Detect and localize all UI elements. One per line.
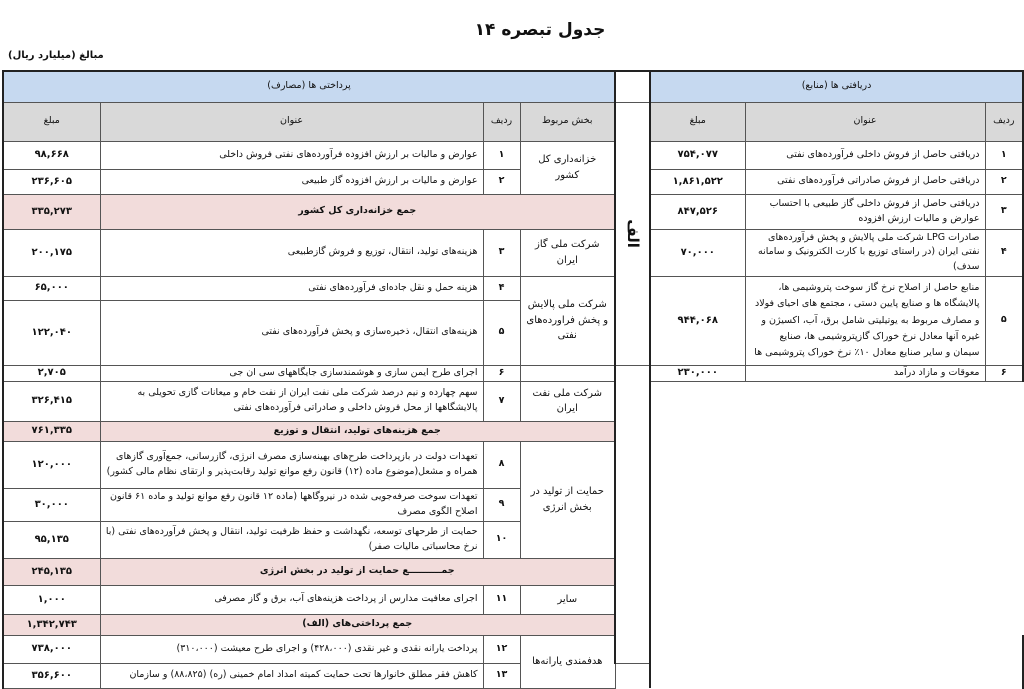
total-label: جمع خزانه‌داری کل کشور <box>100 194 615 229</box>
amount: ۹۴۴,۰۶۸ <box>650 276 745 365</box>
item-title: پرداخت یارانه نقدی و غیر نقدی (۴۲۸،۰۰۰) و اجرای طرح معیشت (۳۱۰،۰۰۰) <box>100 635 483 663</box>
row-number: ۳ <box>483 229 520 276</box>
amount: ۱,۰۰۰ <box>3 585 100 614</box>
section-subsidy: هدفمندی یارانه‌ها <box>520 635 615 688</box>
row-number: ۴ <box>985 229 1023 276</box>
total-amount: ۳۳۵,۲۷۳ <box>3 194 100 229</box>
amount: ۲,۷۰۵ <box>3 365 100 381</box>
total-amount: ۷۶۱,۳۳۵ <box>3 421 100 441</box>
amount: ۷۵۴,۰۷۷ <box>650 141 745 169</box>
col-title: عنوان <box>100 102 483 141</box>
item-title: دریافتی حاصل از فروش داخلی گاز طبیعی با احتساب عوارض و مالیات ارزش افزوده <box>745 194 985 229</box>
item-title: هزینه‌های انتقال، ذخیره‌سازی و پخش فرآورده‌های نفتی <box>100 300 483 365</box>
col-amount: مبلغ <box>650 102 745 141</box>
budget-table <box>2 70 1024 689</box>
item-title: عوارض و مالیات بر ارزش افزوده گاز طبیعی <box>100 169 483 194</box>
section-refining: شرکت ملی پالایش و پخش فراورده‌های نفتی <box>520 276 615 365</box>
receipts-header: دریافتی ها (منابع) <box>650 71 1023 102</box>
amount: ۲۳۰,۰۰۰ <box>650 365 745 381</box>
amount: ۲۳۶,۶۰۵ <box>3 169 100 194</box>
row-number: ۲ <box>985 169 1023 194</box>
amount: ۷۰,۰۰۰ <box>650 229 745 276</box>
total-amount: ۲۴۵,۱۳۵ <box>3 558 100 585</box>
amount: ۸۴۷,۵۲۶ <box>650 194 745 229</box>
item-title: دریافتی حاصل از فروش داخلی فرآورده‌های نفتی <box>745 141 985 169</box>
row-number: ۹ <box>483 488 520 521</box>
row-number: ۳ <box>985 194 1023 229</box>
amount: ۹۸,۶۶۸ <box>3 141 100 169</box>
row-number: ۲ <box>483 169 520 194</box>
section-treasury: خزانه‌داری کل کشور <box>520 141 615 194</box>
payments-header: پرداختی ها (مصارف) <box>3 71 615 102</box>
row-number: ۶ <box>985 365 1023 381</box>
row-number: ۱۰ <box>483 521 520 558</box>
amount: ۷۳۸,۰۰۰ <box>3 635 100 663</box>
item-title: تعهدات سوخت صرفه‌جویی شده در نیروگاهها (ماده ۱۲ قانون رفع موانع تولید و ماده ۶۱ قانون اصلاح الگوی مصرف <box>100 488 483 521</box>
unit-label: مبالغ (میلیارد ریال) <box>8 50 104 61</box>
row-number: ۸ <box>483 441 520 488</box>
row-number: ۵ <box>985 276 1023 365</box>
section-other: سایر <box>520 585 615 614</box>
row-number: ۱۱ <box>483 585 520 614</box>
total-label: جمع هزینه‌های تولید، انتقال و توزیع <box>100 421 615 441</box>
row-number: ۴ <box>483 276 520 300</box>
amount: ۱۲۰,۰۰۰ <box>3 441 100 488</box>
item-title: کاهش فقر مطلق خانوارها تحت حمایت کمیته امداد امام خمینی (ره) (۸۸،۸۲۵) و سازمان <box>100 663 483 688</box>
group-alef: الف <box>615 102 650 365</box>
amount: ۱۲۲,۰۴۰ <box>3 300 100 365</box>
total-label: جمع پرداختی‌های (الف) <box>100 614 615 635</box>
item-title: معوقات و مازاد درآمد <box>745 365 985 381</box>
col-row: ردیف <box>483 102 520 141</box>
row-number: ۵ <box>483 300 520 365</box>
section-oil: شرکت ملی نفت ایران <box>520 381 615 421</box>
amount: ۳۰,۰۰۰ <box>3 488 100 521</box>
col-amount: مبلغ <box>3 102 100 141</box>
row-number: ۱ <box>483 141 520 169</box>
item-title: اجرای معافیت مدارس از پرداخت هزینه‌های آب، برق و گاز مصرفی <box>100 585 483 614</box>
total-label: جمــــــــــع حمایت از تولید در بخش انرژی <box>100 558 615 585</box>
item-title: هزینه‌های تولید، انتقال، توزیع و فروش گازطبیعی <box>100 229 483 276</box>
section-blank <box>520 365 615 381</box>
item-title: عوارض و مالیات بر ارزش افزوده فرآورده‌های نفتی فروش داخلی <box>100 141 483 169</box>
row-number: ۱ <box>985 141 1023 169</box>
section-gas: شرکت ملی گاز ایران <box>520 229 615 276</box>
page-title: جدول تبصره ۱۴ <box>474 20 606 40</box>
amount: ۹۵,۱۳۵ <box>3 521 100 558</box>
row-number: ۷ <box>483 381 520 421</box>
item-title: هزینه حمل و نقل جاده‌ای فرآورده‌های نفتی <box>100 276 483 300</box>
col-row: ردیف <box>985 102 1023 141</box>
item-title: اجرای طرح ایمن سازی و هوشمندسازی جایگاههای سی ان جی <box>100 365 483 381</box>
row-number: ۱۲ <box>483 635 520 663</box>
total-amount: ۱,۳۴۲,۷۴۳ <box>3 614 100 635</box>
amount: ۳۵۶,۶۰۰ <box>3 663 100 688</box>
item-title: دریافتی حاصل از فروش صادراتی فرآورده‌های نفتی <box>745 169 985 194</box>
amount: ۱,۸۶۱,۵۲۲ <box>650 169 745 194</box>
group-header-blank <box>615 71 650 102</box>
item-title: حمایت از طرحهای توسعه، نگهداشت و حفظ ظرفیت تولید، انتقال و پخش فرآورده‌های نفتی (با نرخ محاسباتی مالیات صفر) <box>100 521 483 558</box>
col-section: بخش مربوط <box>520 102 615 141</box>
receipts-empty-area <box>650 381 1023 688</box>
row-number: ۶ <box>483 365 520 381</box>
row-number: ۱۳ <box>483 663 520 688</box>
amount: ۳۲۶,۴۱۵ <box>3 381 100 421</box>
item-title: صادرات LPG شرکت ملی پالایش و پخش فرآورده‌های نفتی ایران (در راستای توزیع با کارت الکترونیک و سامانه سدف) <box>745 229 985 276</box>
section-energy: حمایت از تولید در بخش انرژی <box>520 441 615 558</box>
item-title: سهم چهارده و نیم درصد شرکت ملی نفت ایران از نفت خام و میعانات گازی تحویلی به پالایشگاهها از محل فروش داخلی و صادراتی فرآورده‌های نفتی <box>100 381 483 421</box>
amount: ۶۵,۰۰۰ <box>3 276 100 300</box>
amount: ۲۰۰,۱۷۵ <box>3 229 100 276</box>
item-title: تعهدات دولت در بازپرداخت طرح‌های بهینه‌سازی مصرف انرژی، گازرسانی، جمع‌آوری گازهای همراه و مشعل(موضوع ماده (۱۲) قانون رفع موانع تولید رقابت‌پذیر و ارتقای نظام مالی کشور) <box>100 441 483 488</box>
group-alef-continued <box>615 365 650 663</box>
item-title: منابع حاصل از اصلاح نرخ گاز سوخت پتروشیمی ها، پالایشگاه ها و صنایع پایین دستی ، مجتمع های احیای فولاد و مصارف مربوط به یوتیلیتی شامل برق، آب، اکسیژن و غیره آنها معادل نرخ خوراک گازپتروشیمی ها، صنایع سیمان و سایر صنایع معادل ۱۰٪ نرخ خوراک پتروشیمی ها <box>745 276 985 365</box>
col-title: عنوان <box>745 102 985 141</box>
